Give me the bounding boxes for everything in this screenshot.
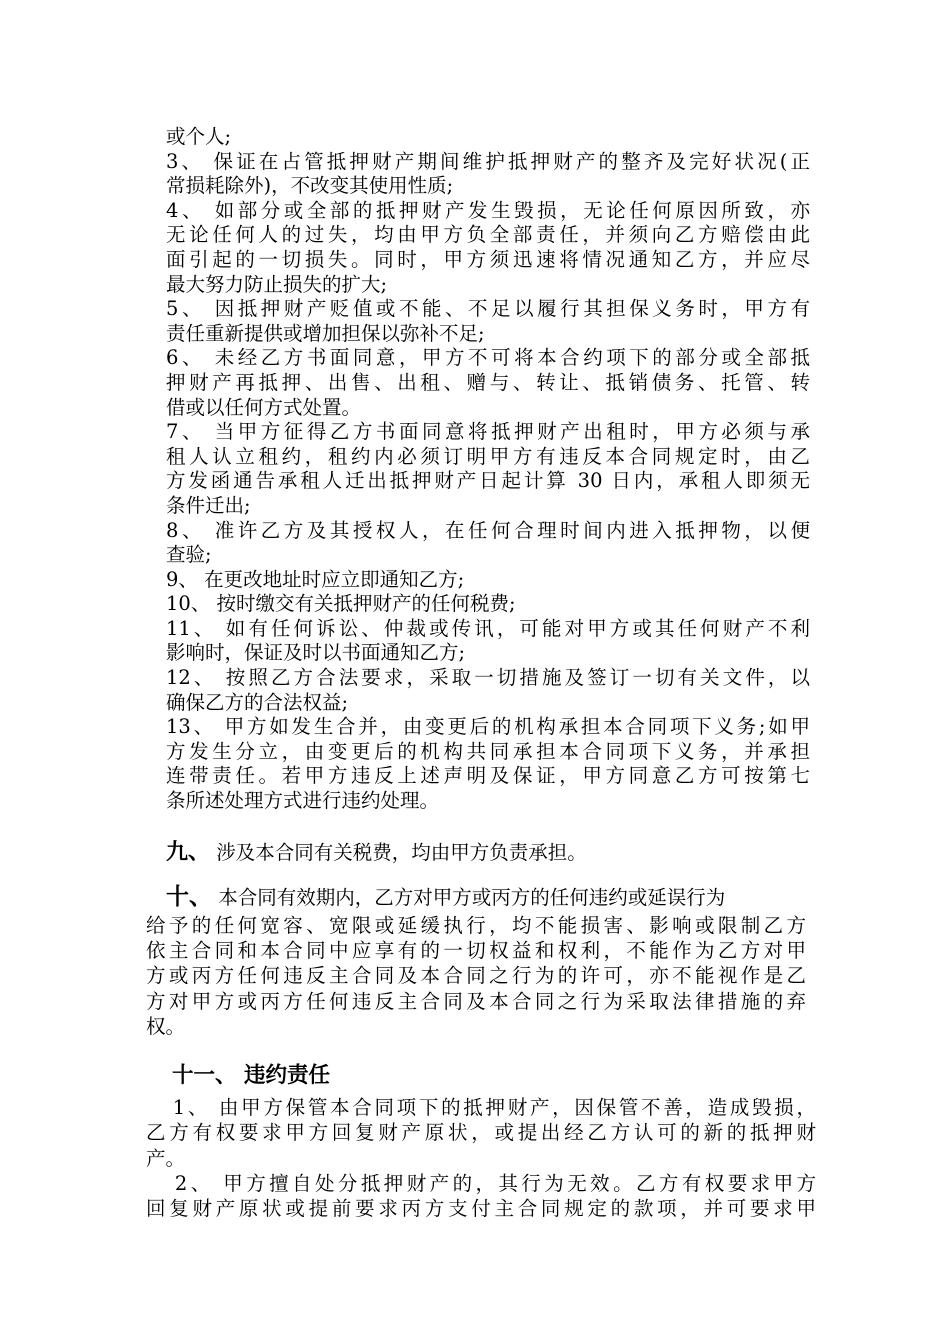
text-line: 13、 甲方如发生合并，由变更后的机构承担本合同项下义务;如甲	[166, 715, 810, 739]
section-10-paragraph	[146, 913, 806, 1039]
text-line: 依主合同和本合同中应享有的一切权益和权利，不能作为乙方对甲	[146, 939, 806, 963]
text-line: 权。	[146, 1014, 186, 1038]
section-9-number: 九、	[166, 839, 211, 865]
text-line: 方发生分立，由变更后的机构共同承担本合同项下义务，并承担	[166, 739, 810, 763]
text-line: 影响时，保证及时以书面通知乙方;	[166, 641, 466, 665]
text-line: 乙方有权要求甲方回复财产原状，或提出经乙方认可的新的抵押财	[146, 1121, 816, 1145]
text-line: 条件迁出;	[166, 493, 251, 517]
text-line: 产。	[146, 1146, 186, 1170]
section-9	[166, 835, 810, 866]
text-line: 最大努力防止损失的扩大;	[166, 272, 388, 296]
text-line: 连带责任。若甲方违反上述声明及保证，甲方同意乙方可按第七	[166, 764, 810, 788]
text-line: 9、 在更改地址时应立即通知乙方;	[166, 567, 465, 591]
text-line: 查验;	[166, 543, 212, 567]
text-line: 4、 如部分或全部的抵押财产发生毁损，无论任何原因所致，亦	[166, 198, 810, 222]
text-line: 7、 当甲方征得乙方书面同意将抵押财产出租时，甲方必须与承	[166, 420, 810, 444]
text-line: 无论任何人的过失，均由甲方负全部责任，并须向乙方赔偿由此	[166, 223, 810, 247]
section-9-text: 涉及本合同有关税费，均由甲方负责承担。	[210, 841, 587, 864]
text-line: 方或丙方任何违反主合同及本合同之行为的许可，亦不能视作是乙	[146, 964, 806, 988]
text-line: 条所述处理方式进行违约处理。	[166, 789, 440, 813]
text-line: 10、 按时缴交有关抵押财产的任何税费;	[166, 592, 516, 616]
text-line: 2、 甲方擅自处分抵押财产的，其行为无效。乙方有权要求甲方	[146, 1171, 816, 1195]
text-line: 或个人;	[166, 125, 232, 148]
text-line: 8、 准许乙方及其授权人，在任何合理时间内进入抵押物，以便	[166, 518, 810, 542]
text-line: 11、 如有任何诉讼、仲裁或传讯，可能对甲方或其任何财产不利	[166, 616, 810, 640]
section-10-number: 十、	[166, 883, 212, 910]
text-line: 面引起的一切损失。同时，甲方须迅速将情况通知乙方，并应尽	[166, 247, 810, 271]
text-line: 确保乙方的合法权益;	[166, 690, 349, 714]
text-line: 12、 按照乙方合法要求，采取一切措施及签订一切有关文件，以	[166, 666, 810, 690]
text-line: 6、 未经乙方书面同意，甲方不可将本合约项下的部分或全部抵	[166, 346, 810, 370]
text-line: 5、 因抵押财产贬值或不能、不足以履行其担保义务时，甲方有	[166, 297, 810, 321]
text-line: 租人认立租约，租约内必须订明甲方有违反本合同规定时，由乙	[166, 444, 810, 468]
text-line: 3、 保证在占管抵押财产期间维护抵押财产的整齐及完好状况(正	[166, 149, 810, 173]
text-line: 1、 由甲方保管本合同项下的抵押财产，因保管不善，造成毁损，	[146, 1096, 816, 1119]
text-line: 给予的任何宽容、宽限或延缓执行，均不能损害、影响或限制乙方	[146, 914, 806, 937]
obligations-list	[166, 125, 810, 814]
section-10-first-text: 本合同有效期内，乙方对甲方或丙方的任何违约或延误行为	[212, 886, 726, 909]
text-line: 借或以任何方式处置。	[166, 395, 362, 419]
text-line: 常损耗除外)，不改变其使用性质;	[166, 174, 454, 198]
section-11-paragraph	[146, 1095, 816, 1221]
text-line: 责任重新提供或增加担保以弥补不足;	[166, 321, 485, 345]
section-11-heading: 十一、 违约责任	[172, 1063, 330, 1088]
text-line: 押财产再抵押、出售、出租、赠与、转让、抵销债务、托管、转	[166, 370, 810, 394]
text-line: 回复财产原状或提前要求丙方支付主合同规定的款项，并可要求甲	[146, 1197, 816, 1221]
text-line: 方发函通告承租人迁出抵押财产日起计算 30 日内，承租人即须无	[166, 469, 810, 493]
section-10-first-line	[166, 878, 810, 911]
text-line: 方对甲方或丙方任何违反主合同及本合同之行为采取法律措施的弃	[146, 989, 806, 1013]
